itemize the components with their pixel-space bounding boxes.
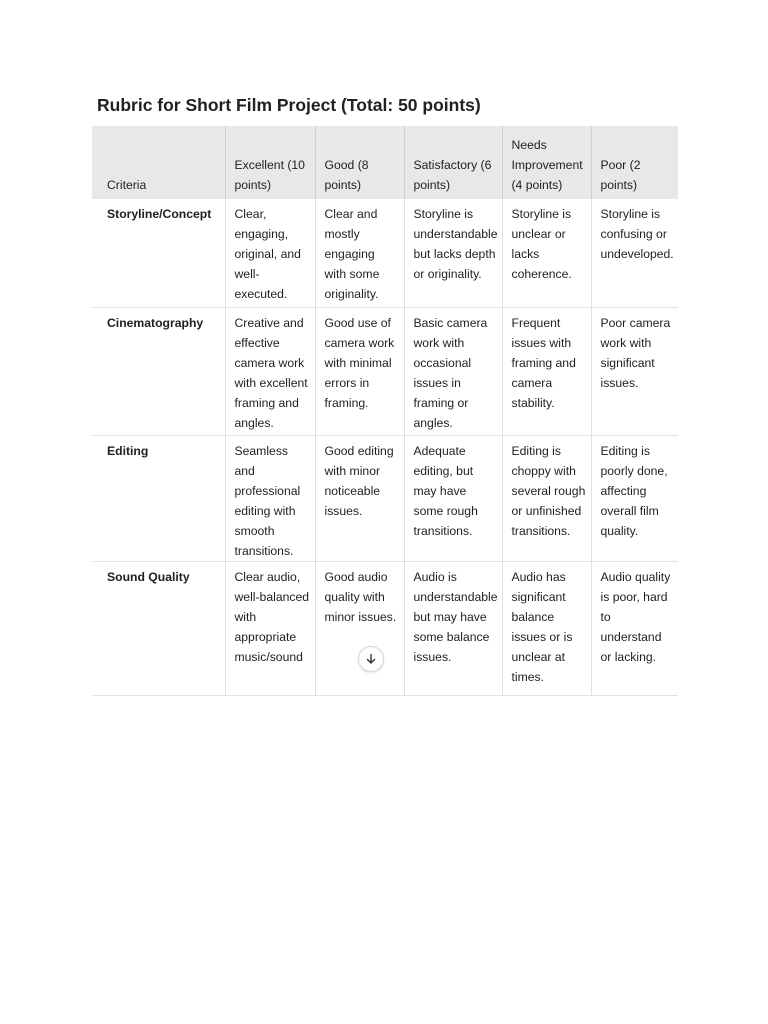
table-cell: Storyline is understandable but lacks depth or originality. xyxy=(404,199,502,308)
table-cell: Storyline is confusing or undeveloped. xyxy=(591,199,678,308)
table-cell: Creative and effective camera work with excellent framing and angles. xyxy=(225,308,315,436)
table-cell: Frequent issues with framing and camera stability. xyxy=(502,308,591,436)
table-row xyxy=(92,199,678,308)
table-row xyxy=(92,562,678,696)
table-cell: Poor camera work with significant issues. xyxy=(591,308,678,436)
table-cell: Adequate editing, but may have some rough transitions. xyxy=(404,436,502,562)
table-cell: Editing is choppy with several rough or unfinished transitions. xyxy=(502,436,591,562)
table-cell: Audio has significant balance issues or is unclear at times. xyxy=(502,562,591,696)
criterion-cell: Storyline/Concept xyxy=(92,199,225,308)
table-cell: Editing is poorly done, affecting overall film quality. xyxy=(591,436,678,562)
page-title: Rubric for Short Film Project (Total: 50 points) xyxy=(97,95,481,115)
header-satisfactory: Satisfactory (6 points) xyxy=(404,126,502,199)
arrow-down-icon xyxy=(365,653,377,665)
table-cell: Basic camera work with occasional issues in framing or angles. xyxy=(404,308,502,436)
rubric-table xyxy=(92,126,678,696)
criterion-cell: Sound Quality xyxy=(92,562,225,696)
table-header-row xyxy=(92,126,678,199)
scroll-down-button[interactable] xyxy=(358,646,384,672)
header-good: Good (8 points) xyxy=(315,126,404,199)
table-cell: Good editing with minor noticeable issues. xyxy=(315,436,404,562)
rubric-table-container xyxy=(92,126,678,684)
table-cell: Storyline is unclear or lacks coherence. xyxy=(502,199,591,308)
criterion-cell: Cinematography xyxy=(92,308,225,436)
table-cell-text: Good audio quality with minor issues. xyxy=(324,570,397,624)
table-cell xyxy=(315,562,404,696)
table-cell: Seamless and professional editing with smooth transitions. xyxy=(225,436,315,562)
header-needs-improvement: Needs Improvement (4 points) xyxy=(502,126,591,199)
criterion-cell: Editing xyxy=(92,436,225,562)
table-row xyxy=(92,308,678,436)
table-cell: Good use of camera work with minimal errors in framing. xyxy=(315,308,404,436)
table-cell: Clear and mostly engaging with some originality. xyxy=(315,199,404,308)
header-criteria: Criteria xyxy=(92,126,225,199)
header-poor: Poor (2 points) xyxy=(591,126,678,199)
table-row xyxy=(92,436,678,562)
table-cell: Audio is understandable but may have some balance issues. xyxy=(404,562,502,696)
table-cell: Clear, engaging, original, and well-executed. xyxy=(225,199,315,308)
table-cell: Audio quality is poor, hard to understand or lacking. xyxy=(591,562,678,696)
table-cell: Clear audio, well-balanced with appropriate music/sound xyxy=(225,562,315,696)
header-excellent: Excellent (10 points) xyxy=(225,126,315,199)
